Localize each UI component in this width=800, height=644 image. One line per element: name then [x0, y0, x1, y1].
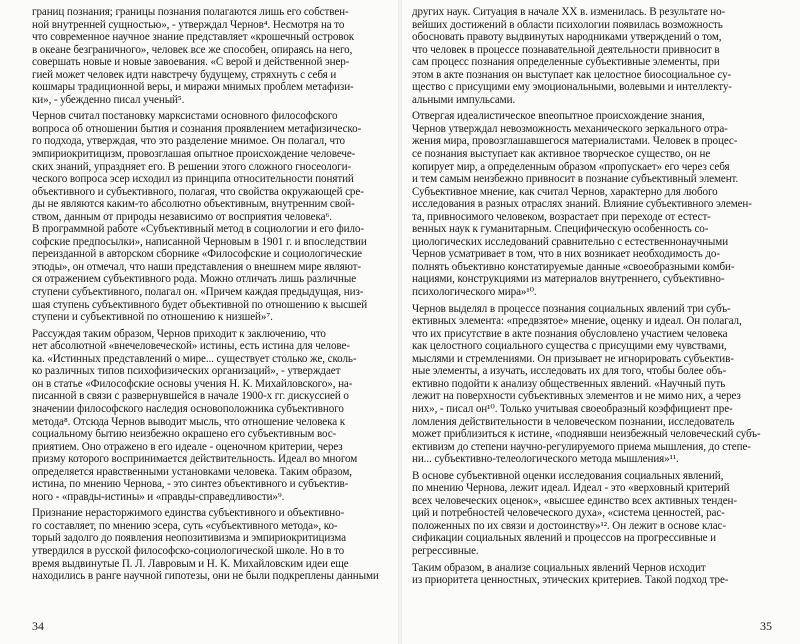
- text-line: ные элементы, а изучать, исследовать их для того, чтобы более объ-: [412, 365, 727, 378]
- paragraph: [32, 328, 388, 504]
- text-line: ступени субъективного, полагал он. «Причем каждая предыдущая, низ-: [32, 286, 364, 299]
- text-line: ций и потребностей человеческого духа», «система ценностей, рас-: [412, 507, 725, 520]
- text-line: призму которого воспринимается действительность. Идеал во многом: [32, 453, 358, 466]
- left-page-text: [32, 6, 388, 583]
- text-line: венных наук к гуманитарным. Специфическую особенность со-: [412, 223, 709, 236]
- text-line: Чернов утверждал невозможность механического зеркального отра-: [412, 122, 728, 135]
- text-line: Чернов считал постановку марксистами основного философского: [32, 110, 338, 123]
- text-line: В программной работе «Субъективный метод в социологии и его фило-: [32, 223, 364, 236]
- text-line: ко различных типов психофизических организаций», - утверждает: [32, 365, 341, 378]
- text-line: альными импульсами.: [412, 93, 516, 106]
- text-line: как целостного социального существа с присущими ему чувствами,: [412, 340, 727, 353]
- right-page: [400, 0, 800, 644]
- text-line: вопроса об отношении бытия и сознания проявлением метафизическо-: [32, 122, 362, 135]
- text-line: них», - писал он¹⁰. Только учитывая своеобразный коэффициент пре-: [412, 402, 733, 415]
- text-line: ективизм до степени научно-регулируемого приема мышления, до степе-: [412, 440, 751, 453]
- text-line: положенных по их связи и достоинству»¹². Он лежит в основе клас-: [412, 519, 726, 532]
- text-line: щество с присущими ему эмоциональными, волевыми и интеллекту-: [412, 81, 732, 94]
- text-line: писанной в связи с развернувшейся в начале 1900-х гг. дискуссией о: [32, 390, 349, 403]
- text-line: нациями, конструкциями из материалов внутреннего, субъективно-: [412, 273, 725, 286]
- text-line: ективных элемента: «предвзятое» мнение, оценку и идеал. Он полагал,: [412, 315, 742, 328]
- text-line: сификации социальных явлений и процессов на прогрессивные и: [412, 532, 717, 545]
- text-line: кошмары традиционной веры, и миражи мнимых проблем метафизи-: [32, 81, 354, 94]
- paragraph: [412, 470, 772, 558]
- paragraph: [32, 110, 388, 323]
- text-line: ды не являются каким-то абсолютно объективным, внутренним свой-: [32, 198, 355, 211]
- text-line: В основе субъективной оценки исследования социальных явлений,: [412, 469, 724, 482]
- text-line: что человек в процессе познавательной деятельности привносит в: [412, 43, 720, 56]
- text-line: Чернов усматривает в том, что в них возникает необходимость до-: [412, 248, 720, 261]
- text-line: из приоритета ценностных, этических критериев. Такой подход тре-: [412, 574, 729, 587]
- text-line: он в статье «Философские основы учения Н. К. Михайловского», на-: [32, 377, 353, 390]
- text-line: регрессивные.: [412, 544, 479, 557]
- text-line: объективного и субъективного, полагая, что свойства окружающей сре-: [32, 185, 364, 198]
- text-line: психологического мира»¹⁰.: [412, 286, 537, 299]
- text-line: ством, данным от природы независимо от восприятия человека⁶.: [32, 210, 332, 223]
- text-line: торый задолго до появления неопозитивизма и эмпириокритицизма: [32, 532, 346, 545]
- text-line: исследования в разных отраслях знаний. Влияние субъективного элемен-: [412, 198, 752, 211]
- right-page-number: 35: [760, 619, 772, 633]
- text-line: эмпириокритицизм, провозглашая опытное происхождение человече-: [32, 148, 356, 161]
- text-line: метода⁸. Отсюда Чернов выводит мысль, что отношение человека к: [32, 415, 346, 428]
- paragraph: [412, 562, 772, 587]
- paragraph: [412, 6, 772, 106]
- text-line: софские предпосылки», написанной Черновым в 1901 г. и впоследствии: [32, 235, 367, 248]
- left-page-number: 34: [32, 619, 44, 633]
- text-line: и тем самым неизбежно привносит в познание субъективный элемент.: [412, 173, 739, 186]
- text-line: циологических исследований сравнительно с естественнонаучными: [412, 235, 729, 248]
- text-line: истина, по мнению Чернова, - это синтез объективного и субъектив-: [32, 478, 349, 491]
- paragraph: [32, 6, 388, 106]
- text-line: всех человеческих оценок», «высшее единство всех активных тенден-: [412, 494, 737, 507]
- text-line: ся отражением субъективного рода. Можно отличать лишь различные: [32, 273, 357, 286]
- text-line: определяется нравственными установками человека. Таким образом,: [32, 465, 352, 478]
- text-line: вейших достижений в области психологии появилась возможность: [412, 18, 723, 31]
- right-page-text: [412, 6, 772, 587]
- text-line: по мнению Чернова, лежит идеал. Идеал - это «верховный критерий: [412, 482, 730, 495]
- text-line: время выдвинутые П. Л. Лавровым и Н. К. Михайловским идеи еще: [32, 557, 349, 570]
- text-line: социальному бытию неизбежно окрашено его субъективным вос-: [32, 428, 337, 441]
- text-line: сам процесс познания определенные субъективные элементы, при: [412, 56, 720, 69]
- paragraph: [32, 507, 388, 582]
- text-line: ка. «Истинных представлений о мире... существует столько же, сколь-: [32, 352, 357, 365]
- text-line: лежит на поверхности субъективных элементов и не мимо них, а через: [412, 390, 741, 403]
- text-line: ного - «правды-истины» и «правды-справедливости»⁹.: [32, 490, 285, 503]
- text-line: переизданной в авторском сборнике «Философские и социологические: [32, 248, 362, 261]
- text-line: го подхода, утверждая, что это разделение мнимое. Он полагал, что: [32, 135, 345, 148]
- text-line: полнять объективно констатируемые данные «своеобразными комби-: [412, 260, 735, 273]
- text-line: утвердился в русской философско-социологической школе. Но в то: [32, 544, 345, 557]
- text-line: ломления действительности в человеческом познании, исследователь: [412, 415, 735, 428]
- text-line: та, привносимого человеком, возрастает при переходе от естест-: [412, 210, 711, 223]
- text-line: ских знаний, упраздняет его. В решении этого сложного гносеологи-: [32, 160, 352, 173]
- text-line: ческого вопроса эсер исходил из принципа относительности понятий: [32, 173, 354, 186]
- text-line: совершать новые и новые завоевания. «С верой и действенной энер-: [32, 56, 350, 69]
- text-line: обосновать правоту выдвинутых народниками утверждений о том,: [412, 31, 722, 44]
- text-line: Отвергая идеалистическое вneопытное происхождение знания,: [412, 110, 705, 123]
- text-line: находились в ранге научной гипотезы, они не были подкреплены данными: [32, 570, 379, 583]
- text-line: мыслями и стремлениями. Он призывает не игнорировать субъектив-: [412, 352, 734, 365]
- text-line: ступени и субъективной по отношению к низшей»⁷.: [32, 311, 273, 324]
- text-line: что современное научное знание представляет «крошечный островок: [32, 31, 355, 44]
- text-line: границ познания; границы познания полагаются лишь его собствен-: [32, 6, 349, 18]
- text-line: гией может человек идти навстречу будущему, стряхнуть с себя и: [32, 68, 337, 81]
- text-line: жения мира, провозглашавшегося материалистами. Человек в процес-: [412, 135, 738, 148]
- text-line: Признание нерасторжимого единства субъективного и объективно-: [32, 507, 345, 520]
- text-line: копирует мир, а определенным образом «пропускает» его через себя: [412, 160, 730, 173]
- text-line: этюды», он отмечал, что наши представления о внешнем мире являют-: [32, 260, 361, 273]
- text-line: шая ступень субъективного будет объективной по отношению к высшей: [32, 298, 368, 311]
- text-line: в океане безграничного», человек все же способен, опираясь на него,: [32, 43, 353, 56]
- text-line: ной внутренней сущностью», - утверждал Чернов⁴. Несмотря на то: [32, 18, 345, 31]
- text-line: нет абсолютной «внечеловеческой» истины, есть истина для челове-: [32, 340, 350, 353]
- paragraph: [412, 303, 772, 466]
- text-line: этом в акте познания он выступает как целостное биосоциальное су-: [412, 68, 732, 81]
- text-line: значении философского наследия основоположника субъективного: [32, 402, 344, 415]
- text-line: Субъективное мнение, как считал Чернов, характерно для любого: [412, 185, 718, 198]
- text-line: Рассуждая таким образом, Чернов приходит к заключению, что: [32, 327, 326, 340]
- text-line: Таким образом, в анализе социальных явлений Чернов исходит: [412, 561, 706, 574]
- text-line: ни... субъективно-телеологического метода мышления»¹¹.: [412, 453, 679, 466]
- text-line: других наук. Ситуация в начале XX в. изменилась. В результате но-: [412, 6, 726, 18]
- text-line: может приблизиться к истине, «поднявши неизбежный человеческий субъ-: [412, 428, 761, 441]
- text-line: приятием. Оно отражено в его идеале - оценочном критерии, через: [32, 440, 343, 453]
- text-line: се познания выступает как активное творческое существо, он не: [412, 148, 711, 161]
- text-line: ективно подойти к анализу общественных явлений. «Научный путь: [412, 377, 726, 390]
- text-line: Чернов выделял в процессе познания социальных явлений три субъ-: [412, 302, 731, 315]
- text-line: ки», - убежденно писал ученый⁵.: [32, 93, 185, 106]
- text-line: что их присутствие в акте познания обусловлено участием человека: [412, 327, 728, 340]
- text-line: го составляет, по мнению эсера, суть «субъективного метода», ко-: [32, 519, 338, 532]
- paragraph: [412, 110, 772, 298]
